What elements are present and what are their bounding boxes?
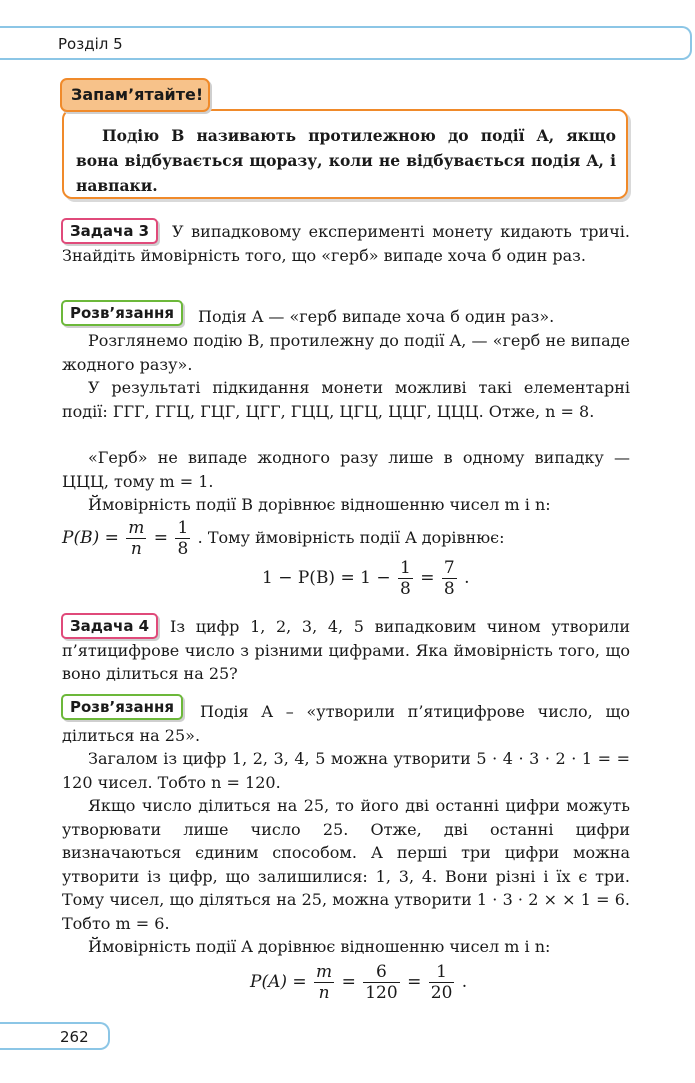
solution3-p3: У результаті підкидання монети можливі такі елементарні події: ГГГ, ГГЦ, ГЦГ, ЦГГ, ГЦЦ, ЦГЦ, ЦЦГ, ЦЦЦ. Отже, n = 8. (62, 378, 630, 421)
fraction-1-over-8: $\frac{1}{8}$ (400, 558, 411, 599)
fraction-m-over-n: $\frac{m}{n}$ (128, 518, 145, 559)
formula-pa-result: P(A) = $\frac{m}{n}$ = $\frac{6}{120}$ = $\frac{1}{20}$ . (250, 962, 468, 1003)
solution4-p1: Подія A – «утворили п’ятицифрове число, що ділиться на 25». (62, 702, 630, 745)
fraction-m-over-n: $\frac{m}{n}$ (316, 962, 333, 1003)
remember-label: Запам’ятайте! (60, 78, 210, 112)
task3-label: Задача 3 (61, 218, 158, 244)
task4-text: Із цифр 1, 2, 3, 4, 5 випадковим чином утворили п’ятицифрове число з різними цифрами. Яка ймовірність того, що воно ділиться на 25? (62, 617, 630, 684)
solution4-p2: Загалом із цифр 1, 2, 3, 4, 5 можна утворити 5 · 4 · 3 · 2 · 1 = = 120 чисел. Тобто n = 120. (62, 749, 630, 792)
fraction-6-over-120: $\frac{6}{120}$ (365, 962, 398, 1003)
fraction-1-over-8: $\frac{1}{8}$ (177, 518, 189, 559)
solution3-p5: Ймовірність події B дорівнює відношенню чисел m і n: (88, 495, 551, 514)
remember-text: Подію B називають протилежною до події A, якщо вона відбувається щоразу, коли не відбувається подія A, і навпаки. (76, 126, 616, 195)
solution3-p1: Подія A — «герб випаде хоча б один раз». (198, 307, 555, 326)
fraction-7-over-8: $\frac{7}{8}$ (443, 558, 455, 599)
formula-pb: P(B) = $\frac{m}{n}$ = $\frac{1}{8}$ . Тому ймовірність події A дорівнює: (62, 518, 505, 559)
solution3-label: Розв’язання (61, 300, 183, 326)
task4-label: Задача 4 (61, 613, 158, 639)
page-header (0, 26, 692, 60)
section-title: Розділ 5 (58, 35, 123, 53)
solution3-p4: «Герб» не випаде жодного разу лише в одному випадку — ЦЦЦ, тому m = 1. (62, 448, 630, 491)
solution4-label: Розв’язання (61, 694, 183, 720)
page-number: 262 (60, 1028, 89, 1046)
solution4-p3: Якщо число ділиться на 25, то його дві останні цифри можуть утворювати лише число 25. Отже, дві останні цифри визначаються єдиним способом. А перші три цифри можна утворити із цифр, що залишилися: 1, 3, 4. Вони різні і їх є три. Тому чисел, що діляться на 25, можна утворити 1 · 3 · 2 × × 1 = 6. Тобто m = 6. (62, 796, 630, 933)
fraction-1-over-20: $\frac{1}{20}$ (430, 962, 453, 1003)
solution3-p2: Розглянемо подію B, протилежну до події A, — «герб не випаде жодного разу». (62, 331, 630, 374)
page-number-box (0, 1022, 110, 1050)
task3-text: У випадковому експерименті монету кидають тричі. Знайдіть ймовірність того, що «герб» випаде хоча б один раз. (62, 222, 630, 265)
formula-pa: 1 − P(B) = 1 − $\frac{1}{8}$ = $\frac{7}{8}$ . (262, 558, 470, 599)
solution4-p4: Ймовірність події A дорівнює відношенню чисел m і n: (88, 937, 551, 956)
